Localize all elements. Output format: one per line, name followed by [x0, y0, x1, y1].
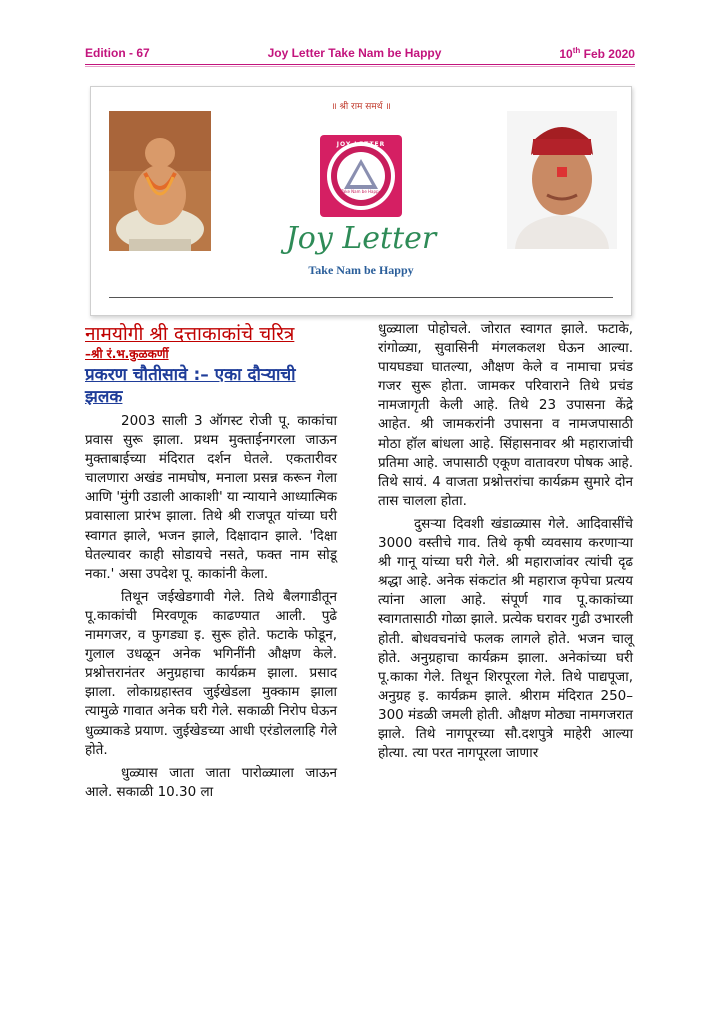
- saint-portrait-image: [109, 111, 211, 251]
- paragraph: धुळ्यास जाता जाता पारोळ्याला जाऊन आले. सकाळी 10.30 ला: [85, 764, 337, 800]
- article-column-right: [378, 320, 633, 767]
- paragraph: 2003 साली 3 ऑगस्ट रोजी पू. काकांचा प्रवास सुरू झाला. प्रथम मुक्ताईनगरला जाऊन मुक्ताबाईच्या मंदिरात दर्शन घेतले. एकतारीवर चालणारा अखंड नामघोष, मनाला प्रसन्न करून गेला आणि 'मुंगी उडाली आकाशी' या न्यायाने आध्यात्मिक प्रवासाला प्रारंभ झाला. तिथे श्री राजपूत यांच्या घरी स्वागत झाले, भजन झाले, दिक्षादान झाले. 'दिक्षा घेतल्यावर काही सोडायचे नसते, फक्त नाम सोडू नका.' असा उपदेश पू. काकांनी केला.: [85, 413, 337, 582]
- issue-date: 10th Feb 2020: [559, 45, 635, 61]
- paragraph: दुसऱ्या दिवशी खंडाळ्यास गेले. आदिवासींचे 3000 वस्तीचे गाव. तिथे कृषी व्यवसाय करणाऱ्या श्री गानू यांच्या घरी गेले. श्री महाराजांवर त्यांची दृढ श्रद्धा आहे. अनेक संकटांत श्री महाराज कृपेचा प्रत्यय त्यांना आला आहे. संपूर्ण गाव पू.काकांच्या स्वागतासाठी गोळा झाले. प्रत्येक घरावर गुढी उभारली होती. बोधवचनांचे फलक लागले होते. भजन चालू होते. अनुग्रहाचा कार्यक्रम झाला. अनेकांच्या घरी पू.काका गेले. तिथून शिरपूरला गेले. तिथे पाद्यपूजा, अनुग्रह इ. कार्यक्रम झाले. श्रीराम मंदिरात 250–300 मंडळी जमली होती. औक्षण मोठ्या नामगजरात झाले. तिथे नागपूरच्या सौ.दशपुत्रे माहेरी आल्या होत्या. त्या परत नागपूरला जाणार: [378, 515, 633, 762]
- author-portrait-image: [507, 111, 617, 249]
- joy-letter-logo: [316, 131, 406, 221]
- article-title: नामयोगी श्री दत्ताकाकांचे चरित्र: [85, 323, 295, 345]
- article-byline: –श्री रं.भ.कुळकर्णी: [85, 347, 169, 361]
- header-divider: [85, 64, 635, 65]
- paragraph: धुळ्याला पोहोचले. जोरात स्वागत झाले. फटाके, रांगोळ्या, सुवासिनी मंगलकलश घेऊन आल्या. पायघड्या घातल्या, औक्षण केले व नामाचा प्रचंड गजर सुरू होता. जामकर परिवाराने तिथे प्रचंड नामजागृती केली आहे. तिथे 23 उपासना केंद्रे आहेत. श्री जामकरांनी उपासना व नामजपासाठी मोठा हॉल बांधला आहे. सिंहासनावर श्री महाराजांची प्रतिमा आहे. जपासाठी एकूण वातावरण पोषक आहे. तिथे सायं. 4 वाजता प्रश्नोत्तरांचा कार्यक्रम सुमारे दोन तास चालला होता.: [378, 321, 633, 509]
- logo-inner-text: Take Nam be Happy: [341, 189, 381, 194]
- logo-ring-text: JOY LETTER: [336, 141, 386, 148]
- article-column-left: [85, 320, 337, 806]
- newsletter-name: Joy Letter Take Nam be Happy: [267, 46, 442, 60]
- brand-title: Joy Letter: [285, 221, 437, 256]
- chapter-heading: प्रकरण चौतीसावे :– एका दौऱ्याची झलक: [85, 365, 296, 407]
- brand-subtitle: Take Nam be Happy: [308, 263, 414, 277]
- header-divider-secondary: [85, 66, 635, 67]
- paragraph: तिथून जईखेडगावी गेले. तिथे बैलगाडीतून पू.काकांची मिरवणूक काढण्यात आली. पुढे नामगजर, व फुगड्या इ. सुरू होते. फटाके फोडून, गुलाल उधळून अनेक भगिनींनी औक्षण केले. प्रश्नोत्तरानंतर अनुग्रहाचा कार्यक्रम झाला. प्रसाद झाला. लोकाग्रहास्तव जुईखेडला मुक्काम झाला त्यामुळे गावात अनेक घरी गेले. सकाळी निरोप घेऊन धुळ्याकडे प्रयाण. जुईखेडच्या आधी एरंडोललाहि गेले होते.: [85, 588, 337, 758]
- banner-divider: [109, 297, 613, 298]
- edition-label: Edition - 67: [85, 46, 150, 60]
- masthead-banner: [90, 86, 632, 316]
- banner-tagline: ॥ श्री राम समर्थ ॥: [331, 102, 391, 112]
- page-header: [85, 42, 635, 64]
